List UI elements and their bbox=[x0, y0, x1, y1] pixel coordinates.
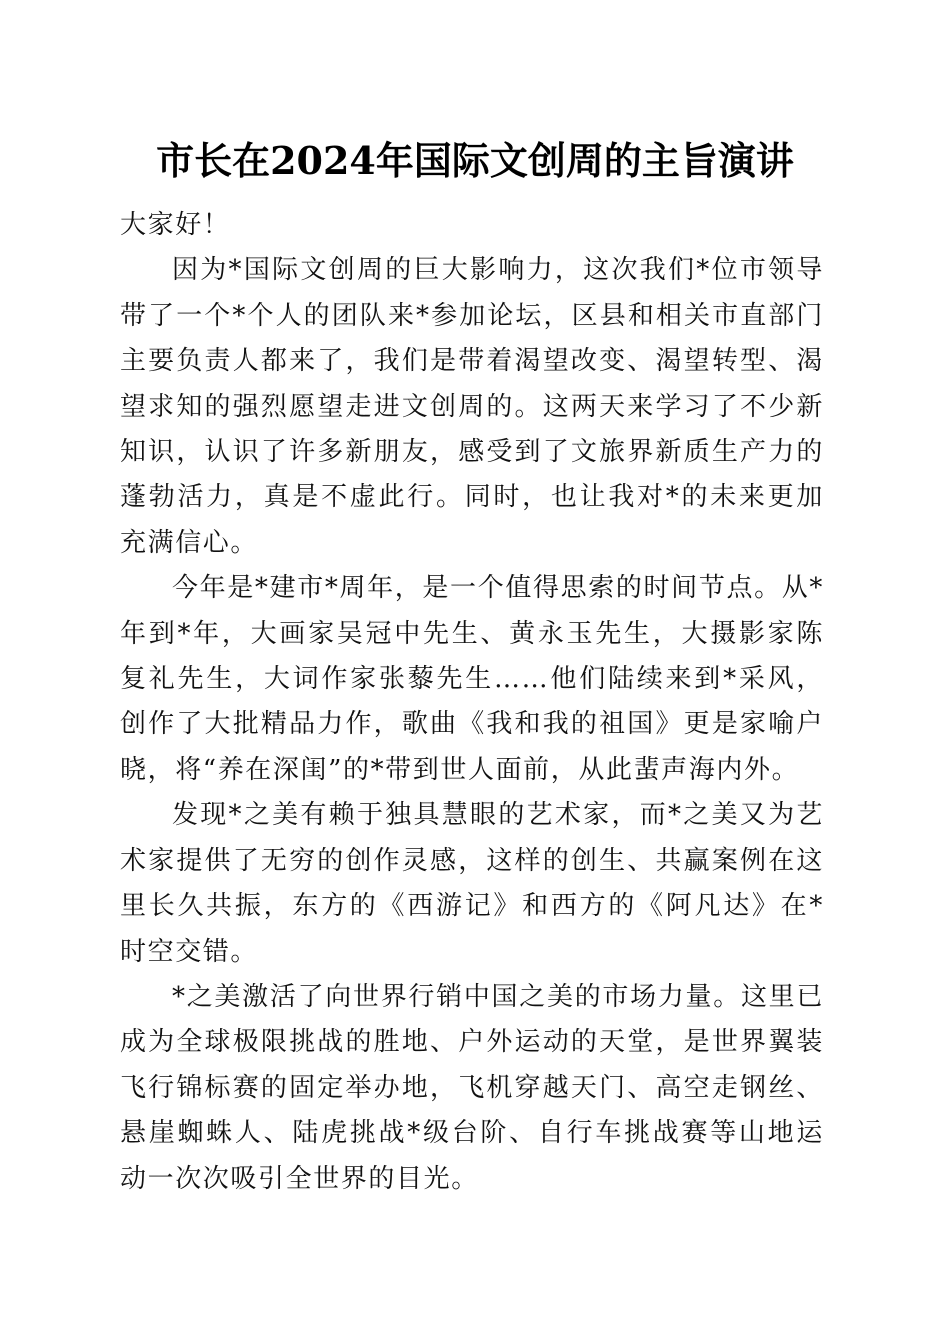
salutation: 大家好！ bbox=[120, 210, 231, 240]
document-title: 市长在2024年国际文创周的主旨演讲 bbox=[156, 138, 794, 183]
paragraph-3: 发现*之美有赖于独具慧眼的艺术家，而*之美又为艺术家提供了无穷的创作灵感，这样的创生、共赢案例在这里长久共振，东方的《西游记》和西方的《阿凡达》在*时空交错。 bbox=[120, 800, 824, 967]
paragraph-1: 因为*国际文创周的巨大影响力，这次我们*位市领导带了一个*个人的团队来*参加论坛，区县和相关市直部门主要负责人都来了，我们是带着渴望改变、渴望转型、渴望求知的强烈愿望走进文创周的。这两天来学习了不少新知识，认识了许多新朋友，感受到了文旅界新质生产力的蓬勃活力，真是不虚此行。同时，也让我对*的未来更加充满信心。 bbox=[120, 255, 824, 558]
document-body bbox=[120, 203, 824, 1202]
paragraph-2: 今年是*建市*周年，是一个值得思索的时间节点。从*年到*年，大画家吴冠中先生、黄永玉先生，大摄影家陈复礼先生，大词作家张藜先生……他们陆续来到*采风，创作了大批精品力作，歌曲《我和我的祖国》更是家喻户晓，将“养在深闺”的*带到世人面前，从此蜚声海内外。 bbox=[120, 573, 824, 785]
paragraph-4: *之美激活了向世界行销中国之美的市场力量。这里已成为全球极限挑战的胜地、户外运动的天堂，是世界翼装飞行锦标赛的固定举办地，飞机穿越天门、高空走钢丝、悬崖蜘蛛人、陆虎挑战*级台阶、自行车挑战赛等山地运动一次次吸引全世界的目光。 bbox=[120, 981, 824, 1194]
